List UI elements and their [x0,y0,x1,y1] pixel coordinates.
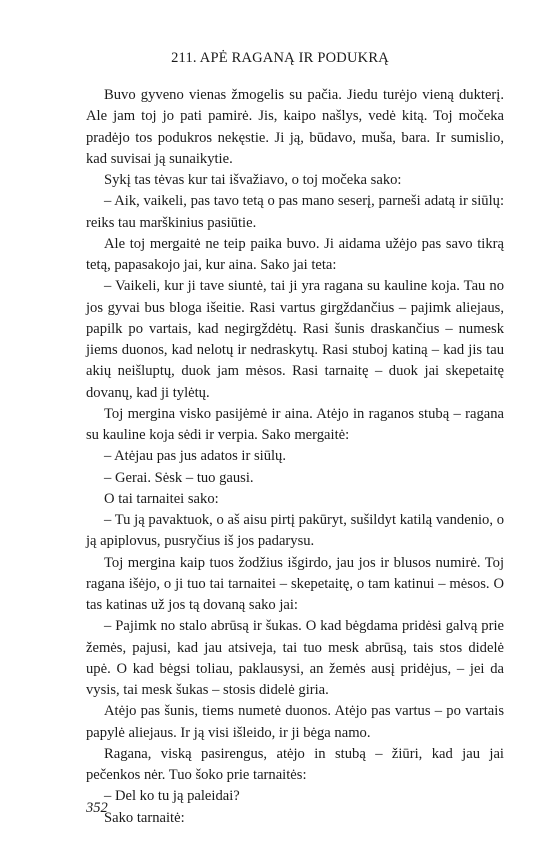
paragraph: Toj mergina visko pasijėmė ir aina. Atėjo in raganos stubą – ragana su kauline koja sėdi ir verpia. Sako mergaitė: [86,405,504,443]
paragraph: Sykį tas tėvas kur tai išvažiavo, o toj močeka sako: [104,172,402,188]
paragraph: – Del ko tu ją paleidai? [104,788,240,805]
paragraph: – Aik, vaikeli, pas tavo tetą o pas mano seserį, parneši adatą ir siūlų: reiks tau marškinius pasiūtie. [86,193,504,231]
chapter-title: 211. APĖ RAGANĄ IR PODUKRĄ [171,50,389,66]
paragraph: Buvo gyveno vienas žmogelis su pačia. Jiedu turėjo vieną dukterį. Ale jam toj jo pati pamirė. Jis, kaipo našlys, vedė kitą. Toj močeka pradėjo tos podukros nekęstie. Ji ją, būdavo, muša, bara. Ir sumislio, kad suvisai ją sunaikytie. [86,87,504,167]
paragraph: – Tu ją pavaktuok, o aš aisu pirtį pakūryt, sušildyt katilą vandenio, o ją apiplovus, pusryčius iš jos padarysu. [86,512,504,550]
paragraph: Toj mergina kaip tuos žodžius išgirdo, jau jos ir blusos numirė. Toj ragana išėjo, o ji tuo tai tarnaitei – skepetaitę, o tam katinui – mėsos. O tas katinas už jos tą dovaną sako jai: [86,554,504,613]
paragraph: Ragana, viską pasirengus, atėjo in stubą – žiūri, kad jau jai pečenkos nėr. Tuo šoko prie tarnaitės: [86,745,504,783]
paragraph: Sako tarnaitė: [104,809,185,826]
paragraph: – Atėjau pas jus adatos ir siūlų. [104,448,286,465]
page-number: 352 [86,800,108,816]
paragraph: – Pajimk no stalo abrūsą ir šukas. O kad bėgdama pridėsi galvą prie žemės, pajusi, kad jau atsiveja, tai tuo mesk abrūsą, tais stos didelė upė. O kad bėgsi toliau, paklausysi, an žemės ausį pridėjus, – jei da vysis, tai mesk šukas – stosis didelė giria. [86,618,504,698]
paragraph: Ale toj mergaitė ne teip paika buvo. Ji aidama užėjo pas savo tikrą tetą, papasakojo jai, kur aina. Sako jai teta: [86,235,504,273]
paragraph: Atėjo pas šunis, tiems numetė duonos. Atėjo pas vartus – po vartais papylė aliejaus. Ir ją visi išleido, ir ji bėga namo. [86,703,504,741]
paragraph: O tai tarnaitei sako: [104,490,219,507]
page-body [86,85,504,829]
paragraph: – Vaikeli, kur ji tave siuntė, tai ji yra ragana su kauline koja. Tau no jos gyvai bus bloga išeitie. Rasi vartus girgždančius – pajimk aliejaus, papilk po vartais, kad negirgždėtų. Rasi šunis draskančius – numesk jiems duonos, kad nelotų ir nedraskytų. Rasi stuboj katiną – kad jis tau akių neišluptų, duok jam mėsos. Rasi tarnaitę – duok jai skepetaitę dovanų, kad ji tylėtų. [86,278,504,401]
paragraph: – Gerai. Sėsk – tuo gausi. [104,469,254,486]
